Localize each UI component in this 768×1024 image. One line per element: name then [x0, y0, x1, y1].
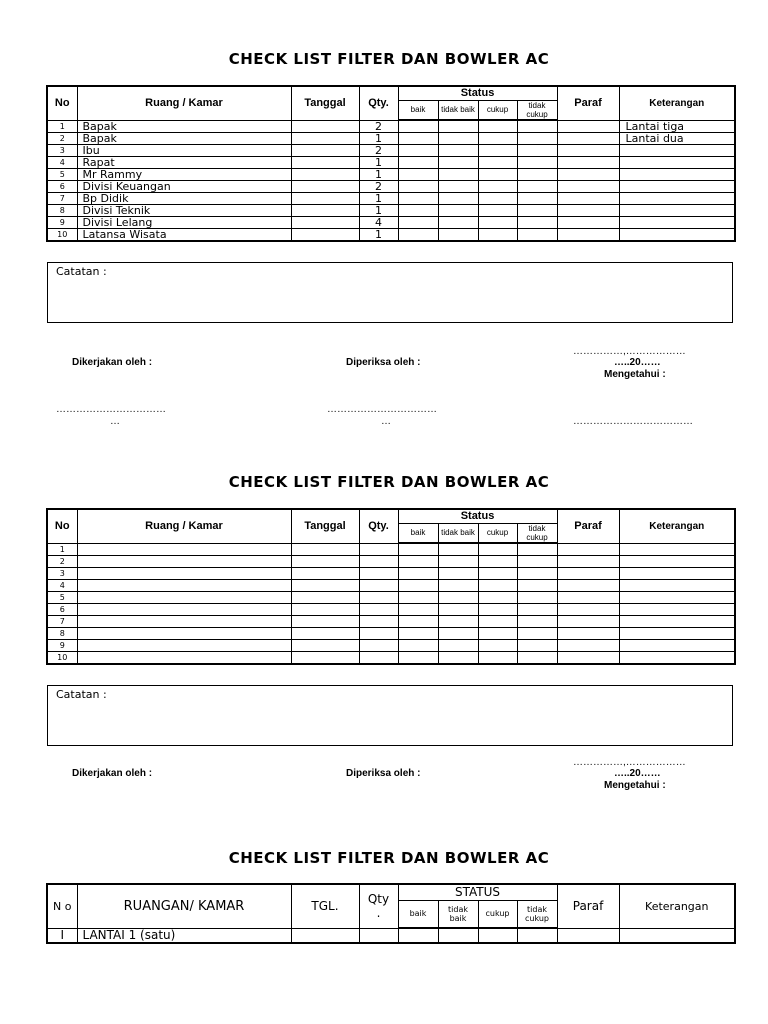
row-qty: 1 — [359, 169, 398, 181]
table-row — [47, 928, 735, 943]
row-ruang: LANTAI 1 (satu) — [77, 928, 291, 943]
row-baik-cell[interactable] — [398, 169, 438, 181]
form2-checklist-table — [46, 508, 736, 665]
row-paraf-cell[interactable] — [557, 193, 619, 205]
row-paraf-cell[interactable] — [557, 628, 619, 640]
row-keterangan[interactable] — [619, 543, 735, 556]
header-cukup: cukup — [478, 523, 517, 543]
header-tidak-baik: tidak baik — [438, 100, 478, 120]
row-tidak-cukup-cell[interactable] — [517, 193, 557, 205]
row-qty: 1 — [359, 229, 398, 242]
row-no: 6 — [47, 181, 77, 193]
row-keterangan-cell[interactable] — [619, 928, 735, 943]
header-status: Status — [398, 86, 557, 100]
row-tidak-baik-cell[interactable] — [438, 616, 478, 628]
header-no: N o — [47, 884, 77, 928]
table-row — [47, 181, 735, 193]
form3-title: CHECK LIST FILTER DAN BOWLER AC — [228, 849, 550, 867]
header-paraf: Paraf — [557, 509, 619, 543]
row-tidak-cukup-cell[interactable] — [517, 652, 557, 665]
row-ruang[interactable] — [77, 543, 291, 556]
row-cukup-cell[interactable] — [478, 145, 517, 157]
row-paraf-cell[interactable] — [557, 568, 619, 580]
row-qty: 2 — [359, 120, 398, 133]
row-keterangan: Lantai tiga — [619, 120, 735, 133]
header-no: No — [47, 86, 77, 120]
row-baik-cell[interactable] — [398, 181, 438, 193]
row-qty[interactable] — [359, 628, 398, 640]
row-tanggal-cell[interactable] — [291, 133, 359, 145]
row-qty[interactable] — [359, 568, 398, 580]
row-paraf-cell[interactable] — [557, 145, 619, 157]
row-ruang: Bapak — [77, 120, 291, 133]
row-qty: 4 — [359, 217, 398, 229]
catatan-label: Catatan : — [56, 688, 107, 701]
row-cukup-cell[interactable] — [478, 568, 517, 580]
signature-line-dikerjakan-cont: … — [110, 416, 120, 427]
row-tanggal-cell[interactable] — [291, 592, 359, 604]
row-ruang[interactable] — [77, 640, 291, 652]
table-row — [47, 193, 735, 205]
row-qty[interactable] — [359, 592, 398, 604]
table-row — [47, 568, 735, 580]
row-tidak-baik-cell[interactable] — [438, 217, 478, 229]
table-row — [47, 217, 735, 229]
row-tidak-baik-cell[interactable] — [438, 181, 478, 193]
row-tidak-baik-cell[interactable] — [438, 169, 478, 181]
row-ruang: Rapat — [77, 157, 291, 169]
row-no: 10 — [47, 652, 77, 665]
form1-catatan-box[interactable] — [47, 262, 733, 323]
row-no: 9 — [47, 217, 77, 229]
row-keterangan: Lantai dua — [619, 133, 735, 145]
row-ruang: Divisi Keuangan — [77, 181, 291, 193]
row-tanggal-cell[interactable] — [291, 543, 359, 556]
row-no: 2 — [47, 133, 77, 145]
row-no: I — [47, 928, 77, 943]
row-no: 7 — [47, 193, 77, 205]
catatan-label: Catatan : — [56, 265, 107, 278]
row-baik-cell[interactable] — [398, 205, 438, 217]
row-cukup-cell[interactable] — [478, 120, 517, 133]
row-paraf-cell[interactable] — [557, 928, 619, 943]
row-cukup-cell[interactable] — [478, 556, 517, 568]
table-row — [47, 120, 735, 133]
row-tidak-baik-cell[interactable] — [438, 652, 478, 665]
row-tanggal-cell[interactable] — [291, 120, 359, 133]
row-ruang[interactable] — [77, 556, 291, 568]
row-tanggal-cell[interactable] — [291, 229, 359, 242]
row-baik-cell[interactable] — [398, 145, 438, 157]
row-cukup-cell[interactable] — [478, 543, 517, 556]
row-qty[interactable] — [359, 556, 398, 568]
row-qty[interactable] — [359, 604, 398, 616]
row-tanggal-cell[interactable] — [291, 169, 359, 181]
row-tidak-baik-cell[interactable] — [438, 628, 478, 640]
row-baik-cell[interactable] — [398, 652, 438, 665]
table-row — [47, 169, 735, 181]
row-cukup-cell[interactable] — [478, 580, 517, 592]
row-paraf-cell[interactable] — [557, 543, 619, 556]
header-paraf: Paraf — [557, 884, 619, 928]
row-tidak-baik-cell[interactable] — [438, 556, 478, 568]
row-ruang: Latansa Wisata — [77, 229, 291, 242]
row-keterangan — [619, 217, 735, 229]
row-tidak-cukup-cell[interactable] — [517, 133, 557, 145]
date-line: ……………,……………… — [573, 346, 686, 357]
row-keterangan[interactable] — [619, 556, 735, 568]
header-ruang: Ruang / Kamar — [77, 86, 291, 120]
form1-title: CHECK LIST FILTER DAN BOWLER AC — [228, 50, 550, 68]
row-ruang[interactable] — [77, 616, 291, 628]
row-qty: 2 — [359, 145, 398, 157]
table-row — [47, 628, 735, 640]
row-qty: 1 — [359, 193, 398, 205]
row-tanggal-cell[interactable] — [291, 640, 359, 652]
row-keterangan[interactable] — [619, 580, 735, 592]
row-keterangan — [619, 145, 735, 157]
row-qty[interactable] — [359, 616, 398, 628]
row-paraf-cell[interactable] — [557, 580, 619, 592]
row-keterangan — [619, 157, 735, 169]
row-no: 10 — [47, 229, 77, 242]
row-baik-cell[interactable] — [398, 640, 438, 652]
row-baik-cell[interactable] — [398, 193, 438, 205]
date-line: ……………,……………… — [573, 757, 686, 768]
header-qty: Qty. — [359, 86, 398, 120]
row-qty[interactable] — [359, 580, 398, 592]
row-tidak-cukup-cell[interactable] — [517, 169, 557, 181]
row-paraf-cell[interactable] — [557, 229, 619, 242]
header-ruang: Ruang / Kamar — [77, 509, 291, 543]
row-tanggal-cell[interactable] — [291, 628, 359, 640]
row-cukup-cell[interactable] — [478, 592, 517, 604]
header-ruang: RUANGAN/ KAMAR — [77, 884, 291, 928]
row-tidak-baik-cell[interactable] — [438, 592, 478, 604]
row-keterangan — [619, 169, 735, 181]
row-baik-cell[interactable] — [398, 616, 438, 628]
row-cukup-cell[interactable] — [478, 205, 517, 217]
header-tanggal: Tanggal — [291, 86, 359, 120]
row-tidak-baik-cell[interactable] — [438, 120, 478, 133]
row-ruang: Divisi Lelang — [77, 217, 291, 229]
row-keterangan[interactable] — [619, 652, 735, 665]
header-no: No — [47, 509, 77, 543]
row-tidak-cukup-cell[interactable] — [517, 157, 557, 169]
row-ruang[interactable] — [77, 580, 291, 592]
header-cukup: cukup — [478, 900, 517, 928]
table-row — [47, 229, 735, 242]
row-qty: 2 — [359, 181, 398, 193]
header-tidak-cukup: tidak cukup — [517, 523, 557, 543]
row-cukup-cell[interactable] — [478, 157, 517, 169]
table-row — [47, 604, 735, 616]
row-qty[interactable] — [359, 543, 398, 556]
row-tanggal-cell[interactable] — [291, 580, 359, 592]
row-tanggal-cell[interactable] — [291, 928, 359, 943]
row-no: 8 — [47, 628, 77, 640]
row-tidak-baik-cell[interactable] — [438, 133, 478, 145]
row-tidak-cukup-cell[interactable] — [517, 229, 557, 242]
row-tidak-cukup-cell[interactable] — [517, 120, 557, 133]
row-keterangan — [619, 193, 735, 205]
row-qty-cell[interactable] — [359, 928, 398, 943]
table-row — [47, 652, 735, 665]
row-qty[interactable] — [359, 640, 398, 652]
row-no: 4 — [47, 157, 77, 169]
dikerjakan-label: Dikerjakan oleh : — [72, 768, 153, 779]
diperiksa-label: Diperiksa oleh : — [346, 357, 421, 368]
row-tanggal-cell[interactable] — [291, 145, 359, 157]
row-paraf-cell[interactable] — [557, 616, 619, 628]
header-status: STATUS — [398, 884, 557, 900]
mengetahui-label: Mengetahui : — [604, 780, 666, 791]
row-tidak-cukup-cell[interactable] — [517, 604, 557, 616]
row-tanggal-cell[interactable] — [291, 556, 359, 568]
row-paraf-cell[interactable] — [557, 592, 619, 604]
row-ruang[interactable] — [77, 604, 291, 616]
row-no: 6 — [47, 604, 77, 616]
row-tidak-cukup-cell[interactable] — [517, 592, 557, 604]
row-keterangan[interactable] — [619, 628, 735, 640]
date-year: …..20…… — [614, 357, 661, 368]
row-paraf-cell[interactable] — [557, 133, 619, 145]
row-ruang[interactable] — [77, 628, 291, 640]
table-row — [47, 640, 735, 652]
row-tidak-baik-cell[interactable] — [438, 543, 478, 556]
dikerjakan-label: Dikerjakan oleh : — [72, 357, 153, 368]
table-row — [47, 543, 735, 556]
row-ruang: Mr Rammy — [77, 169, 291, 181]
header-tgl: TGL. — [291, 884, 359, 928]
row-baik-cell[interactable] — [398, 928, 438, 943]
row-no: 2 — [47, 556, 77, 568]
row-ruang: Bp Didik — [77, 193, 291, 205]
row-cukup-cell[interactable] — [478, 229, 517, 242]
row-baik-cell[interactable] — [398, 120, 438, 133]
mengetahui-label: Mengetahui : — [604, 369, 666, 380]
row-paraf-cell[interactable] — [557, 181, 619, 193]
signature-line-diperiksa: …………………………… — [327, 404, 437, 415]
row-keterangan — [619, 205, 735, 217]
row-baik-cell[interactable] — [398, 133, 438, 145]
table-row — [47, 580, 735, 592]
row-qty: 1 — [359, 205, 398, 217]
row-tidak-baik-cell[interactable] — [438, 145, 478, 157]
row-baik-cell[interactable] — [398, 543, 438, 556]
row-cukup-cell[interactable] — [478, 928, 517, 943]
header-tidak-baik: tidak baik — [438, 900, 478, 928]
row-no: 4 — [47, 580, 77, 592]
row-tidak-baik-cell[interactable] — [438, 604, 478, 616]
header-tidak-cukup: tidak cukup — [517, 100, 557, 120]
header-qty: Qty. — [359, 509, 398, 543]
header-cukup: cukup — [478, 100, 517, 120]
row-baik-cell[interactable] — [398, 229, 438, 242]
row-paraf-cell[interactable] — [557, 604, 619, 616]
row-tidak-cukup-cell[interactable] — [517, 928, 557, 943]
row-ruang: Ibu — [77, 145, 291, 157]
row-ruang[interactable] — [77, 568, 291, 580]
row-tidak-cukup-cell[interactable] — [517, 580, 557, 592]
row-keterangan[interactable] — [619, 604, 735, 616]
row-paraf-cell[interactable] — [557, 640, 619, 652]
row-baik-cell[interactable] — [398, 580, 438, 592]
row-no: 9 — [47, 640, 77, 652]
row-qty[interactable] — [359, 652, 398, 665]
row-ruang: Bapak — [77, 133, 291, 145]
row-tidak-cukup-cell[interactable] — [517, 568, 557, 580]
header-tanggal: Tanggal — [291, 509, 359, 543]
signature-line-mengetahui: ……………………………… — [573, 416, 693, 427]
row-tidak-baik-cell[interactable] — [438, 193, 478, 205]
row-ruang[interactable] — [77, 592, 291, 604]
row-tidak-baik-cell[interactable] — [438, 640, 478, 652]
row-tidak-cukup-cell[interactable] — [517, 145, 557, 157]
row-baik-cell[interactable] — [398, 157, 438, 169]
table-row — [47, 205, 735, 217]
row-paraf-cell[interactable] — [557, 120, 619, 133]
row-tidak-cukup-cell[interactable] — [517, 628, 557, 640]
row-no: 3 — [47, 568, 77, 580]
table-row — [47, 157, 735, 169]
row-cukup-cell[interactable] — [478, 169, 517, 181]
row-paraf-cell[interactable] — [557, 205, 619, 217]
row-qty: 1 — [359, 157, 398, 169]
row-baik-cell[interactable] — [398, 217, 438, 229]
header-status: Status — [398, 509, 557, 523]
row-tidak-cukup-cell[interactable] — [517, 616, 557, 628]
row-cukup-cell[interactable] — [478, 652, 517, 665]
row-tanggal-cell[interactable] — [291, 181, 359, 193]
row-no: 5 — [47, 169, 77, 181]
header-keterangan: Keterangan — [619, 86, 735, 120]
row-tanggal-cell[interactable] — [291, 193, 359, 205]
row-paraf-cell[interactable] — [557, 217, 619, 229]
row-cukup-cell[interactable] — [478, 640, 517, 652]
row-tanggal-cell[interactable] — [291, 604, 359, 616]
row-keterangan — [619, 181, 735, 193]
row-baik-cell[interactable] — [398, 592, 438, 604]
table-row — [47, 133, 735, 145]
row-baik-cell[interactable] — [398, 556, 438, 568]
row-no: 5 — [47, 592, 77, 604]
table-row — [47, 616, 735, 628]
header-qty-text: Qty — [367, 892, 390, 907]
table-row — [47, 556, 735, 568]
diperiksa-label: Diperiksa oleh : — [346, 768, 421, 779]
table-row — [47, 592, 735, 604]
header-baik: baik — [398, 900, 438, 928]
row-no: 3 — [47, 145, 77, 157]
header-baik: baik — [398, 100, 438, 120]
row-tidak-baik-cell[interactable] — [438, 928, 478, 943]
row-cukup-cell[interactable] — [478, 217, 517, 229]
header-tidak-cukup: tidak cukup — [517, 900, 557, 928]
signature-line-diperiksa-cont: … — [381, 416, 391, 427]
row-tanggal-cell[interactable] — [291, 616, 359, 628]
row-ruang: Divisi Teknik — [77, 205, 291, 217]
table-row — [47, 145, 735, 157]
row-no: 1 — [47, 120, 77, 133]
row-no: 1 — [47, 543, 77, 556]
row-baik-cell[interactable] — [398, 604, 438, 616]
row-qty: 1 — [359, 133, 398, 145]
row-cukup-cell[interactable] — [478, 604, 517, 616]
header-keterangan: Keterangan — [619, 509, 735, 543]
row-tidak-baik-cell[interactable] — [438, 157, 478, 169]
header-tidak-baik: tidak baik — [438, 523, 478, 543]
header-qty — [359, 884, 398, 928]
row-baik-cell[interactable] — [398, 568, 438, 580]
signature-line-dikerjakan: …………………………… — [56, 404, 166, 415]
row-tidak-baik-cell[interactable] — [438, 568, 478, 580]
row-paraf-cell[interactable] — [557, 169, 619, 181]
form3-checklist-table — [46, 883, 736, 944]
row-paraf-cell[interactable] — [557, 652, 619, 665]
row-tanggal-cell[interactable] — [291, 652, 359, 665]
row-keterangan[interactable] — [619, 616, 735, 628]
row-keterangan — [619, 229, 735, 242]
row-tidak-cukup-cell[interactable] — [517, 556, 557, 568]
row-tidak-cukup-cell[interactable] — [517, 205, 557, 217]
row-keterangan[interactable] — [619, 640, 735, 652]
row-tidak-baik-cell[interactable] — [438, 205, 478, 217]
row-paraf-cell[interactable] — [557, 157, 619, 169]
row-tanggal-cell[interactable] — [291, 568, 359, 580]
row-tidak-cukup-cell[interactable] — [517, 640, 557, 652]
row-baik-cell[interactable] — [398, 628, 438, 640]
row-keterangan[interactable] — [619, 568, 735, 580]
header-paraf: Paraf — [557, 86, 619, 120]
row-tanggal-cell[interactable] — [291, 157, 359, 169]
form2-catatan-box[interactable] — [47, 685, 733, 746]
row-cukup-cell[interactable] — [478, 193, 517, 205]
row-cukup-cell[interactable] — [478, 133, 517, 145]
row-no: 7 — [47, 616, 77, 628]
row-tidak-baik-cell[interactable] — [438, 580, 478, 592]
form1-checklist-table — [46, 85, 736, 242]
row-cukup-cell[interactable] — [478, 616, 517, 628]
header-qty-dot: . — [376, 906, 381, 921]
row-tidak-cukup-cell[interactable] — [517, 217, 557, 229]
row-cukup-cell[interactable] — [478, 628, 517, 640]
row-tanggal-cell[interactable] — [291, 205, 359, 217]
row-no: 8 — [47, 205, 77, 217]
row-tidak-baik-cell[interactable] — [438, 229, 478, 242]
form2-title: CHECK LIST FILTER DAN BOWLER AC — [228, 473, 550, 491]
row-keterangan[interactable] — [619, 592, 735, 604]
date-year: …..20…… — [614, 768, 661, 779]
row-tidak-cukup-cell[interactable] — [517, 181, 557, 193]
row-paraf-cell[interactable] — [557, 556, 619, 568]
row-tanggal-cell[interactable] — [291, 217, 359, 229]
header-baik: baik — [398, 523, 438, 543]
header-keterangan: Keterangan — [619, 884, 735, 928]
row-cukup-cell[interactable] — [478, 181, 517, 193]
row-tidak-cukup-cell[interactable] — [517, 543, 557, 556]
row-ruang[interactable] — [77, 652, 291, 665]
